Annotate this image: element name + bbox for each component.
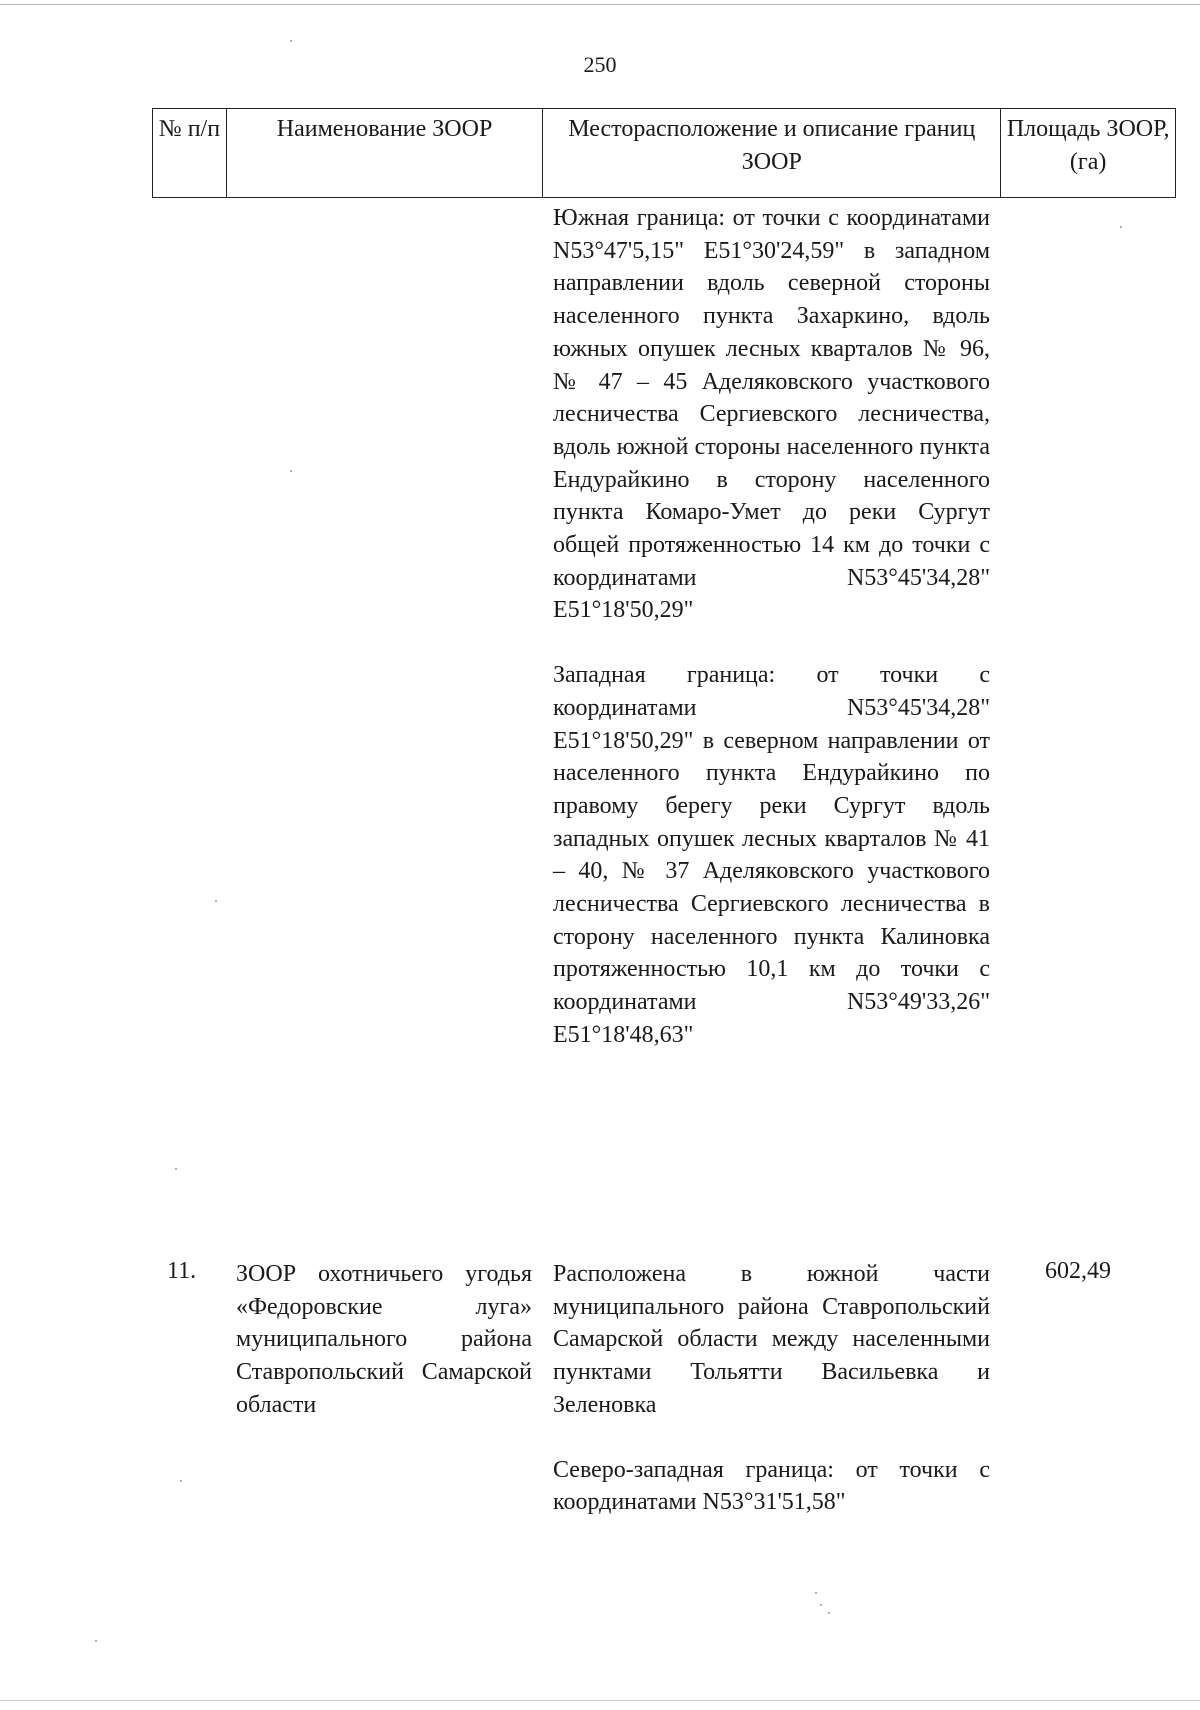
row-11-number: 11. [167,1258,197,1284]
row-11-description [553,1258,990,1519]
header-name: Наименование ЗООР [227,109,543,197]
table-header [152,108,1176,198]
scan-speck [215,900,217,902]
scan-speck [180,1480,182,1482]
south-border-text: Южная граница: от точки с координатами N53°47'5,15" E51°30'24,59" в западном направлении вдоль северной стороны населенного пункта Захаркино, вдоль южных опушек лесных кварталов № 96, № 47 – 45 Аделяковского участкового лесничества Сергиевского лесничества, вдоль южной стороны населенного пункта Ендурайкино в сторону населенного пункта Комаро-Умет до реки Сургут общей протяженностью 14 км до точки с координатами N53°45'34,28" E51°18'50,29" [553,205,990,624]
continued-row-description [553,202,990,1052]
page-number: 250 [583,52,617,77]
header-location: Месторасположение и описание границ ЗООР [543,109,1001,197]
west-border-text: Западная граница: от точки с координатами N53°45'34,28" E51°18'50,29" в северном направлении от населенного пункта Ендурайкино по правому берегу реки Сургут вдоль западных опушек лесных кварталов № 41 – 40, № 37 Аделяковского участкового лесничества Сергиевского лесничества в сторону населенного пункта Калиновка протяженностью 10,1 км до точки с координатами N53°49'33,26" E51°18'48,63" [553,662,990,1048]
header-number: № п/п [153,109,227,197]
scan-speck [1120,226,1122,228]
scan-speck [290,470,292,472]
scan-speck [95,1640,97,1642]
scan-speck [828,1612,830,1614]
scan-speck [820,1604,822,1606]
header-area: Площадь ЗООР, (га) [1006,116,1170,175]
row-11-location-text: Расположена в южной части муниципального района Ставропольский Самарской области между населенными пунктами Тольятти Васильевка и Зеленовка [553,1261,990,1418]
row-11-name: ЗООР охотничьего угодья «Федоровские луга» муниципального района Ставропольский Самарской области [236,1261,532,1418]
scan-speck [290,40,292,42]
scan-bottom-edge [0,1700,1200,1701]
row-11-area: 602,49 [1045,1258,1111,1284]
scan-speck [175,1168,177,1170]
scan-top-edge [0,4,1200,5]
scan-speck [815,1592,817,1594]
northwest-border-text: Северо-западная граница: от точки с координатами N53°31'51,58" [553,1456,990,1516]
